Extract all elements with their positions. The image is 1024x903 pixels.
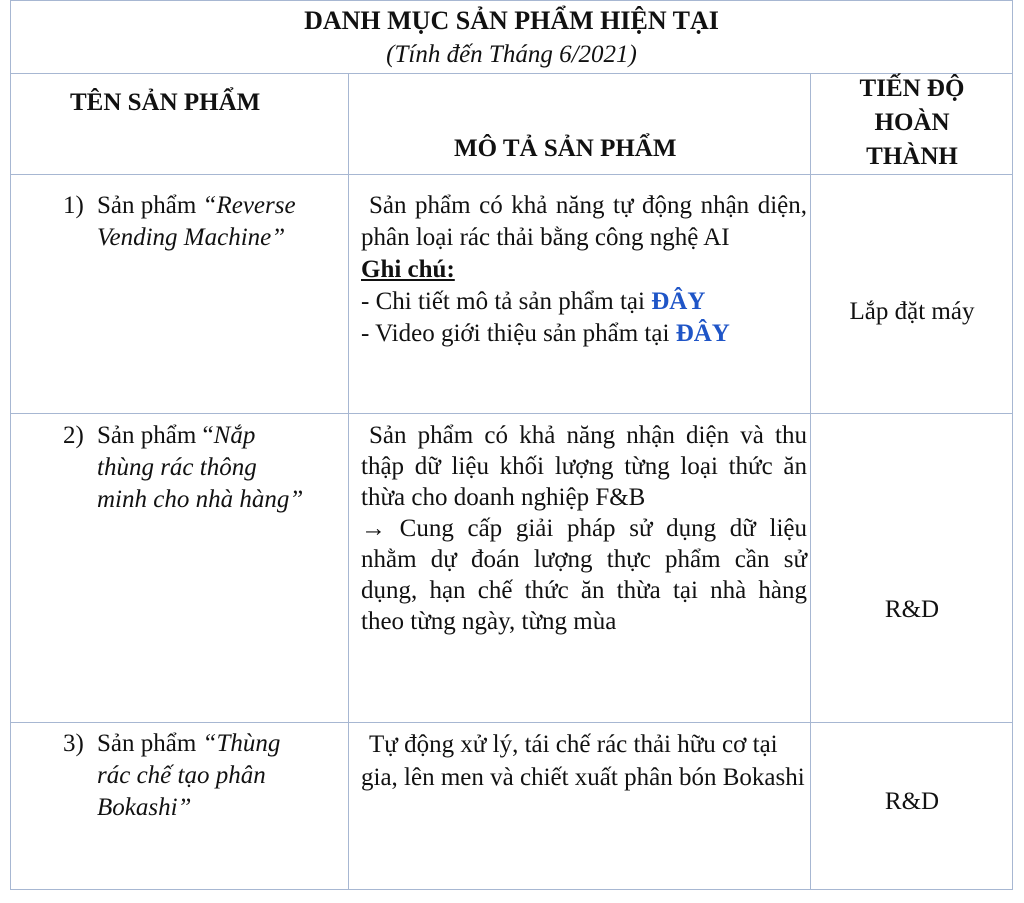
- column-divider-2: [810, 73, 811, 890]
- header-progress-line2: HOÀN: [874, 109, 950, 136]
- product-2-name-line1: Nắp: [213, 422, 256, 449]
- product-3-name-line1: “Thùng: [202, 730, 281, 757]
- product-2-name-line3: minh cho nhà hàng”: [97, 486, 304, 513]
- product-video-link[interactable]: ĐÂY: [675, 320, 730, 347]
- product-1-description-cell: [361, 190, 807, 350]
- row-divider-header: [10, 174, 1013, 175]
- column-divider-1: [348, 73, 349, 890]
- product-2-description-cell: [361, 420, 807, 637]
- product-1-note-2: [361, 318, 807, 350]
- product-1-description: Sản phẩm có khả năng tự động nhận diện, phân loại rác thải bằng công nghệ AI: [361, 192, 807, 251]
- row-divider-1: [10, 413, 1013, 414]
- table-title: DANH MỤC SẢN PHẨM HIỆN TẠI: [304, 6, 719, 35]
- header-progress-line1: TIẾN ĐỘ: [859, 75, 965, 102]
- product-3-prefix: Sản phẩm: [97, 730, 203, 757]
- header-product-name: TÊN SẢN PHẨM: [70, 89, 261, 116]
- table-border-left: [10, 0, 11, 890]
- header-progress: [811, 72, 1013, 174]
- product-2-prefix: Sản phẩm “: [97, 422, 214, 449]
- header-product-description: MÔ TẢ SẢN PHẨM: [454, 135, 677, 162]
- product-1-note-2-text: - Video giới thiệu sản phẩm tại: [361, 320, 676, 347]
- product-2-name: [97, 420, 347, 516]
- product-2-description: Sản phẩm có khả năng nhận diện và thu thập dữ liệu khối lượng từng loại thức ăn thừa cho doanh nghiệp F&B: [361, 422, 807, 511]
- product-1-prefix: Sản phẩm: [97, 192, 203, 219]
- product-2-status: R&D: [884, 596, 940, 623]
- product-1-number: 1): [63, 192, 84, 219]
- product-3-name-line3: Bokashi”: [97, 794, 192, 821]
- product-1-note-1: [361, 286, 807, 318]
- product-1-name-line2: Vending Machine”: [97, 224, 286, 251]
- product-3-description-cell: [361, 728, 807, 794]
- product-3-name-line2: rác chế tạo phân: [97, 762, 266, 789]
- row-divider-2: [10, 722, 1013, 723]
- product-3-number: 3): [63, 730, 84, 757]
- product-3-description: Tự động xử lý, tái chế rác thải hữu cơ tại gia, lên men và chiết xuất phân bón Bokashi: [361, 731, 805, 791]
- product-1-note-1-text: - Chi tiết mô tả sản phẩm tại: [361, 288, 652, 315]
- product-3-name: [97, 728, 347, 824]
- product-3-status: R&D: [884, 788, 940, 815]
- table-subtitle: (Tính đến Tháng 6/2021): [386, 41, 637, 68]
- product-1-status: Lắp đặt máy: [849, 298, 975, 325]
- table-border-top: [10, 0, 1013, 1]
- product-2-name-line2: thùng rác thông: [97, 454, 257, 481]
- product-details-link[interactable]: ĐÂY: [651, 288, 706, 315]
- product-1-name: [97, 190, 347, 254]
- product-table: [10, 0, 1013, 890]
- product-2-description-2: → Cung cấp giải pháp sử dụng dữ liệu nhằm dự đoán lượng thực phẩm cần sử dụng, hạn chế thức ăn thừa tại nhà hàng theo từng ngày, từng mùa: [361, 515, 807, 635]
- product-2-number: 2): [63, 422, 84, 449]
- table-border-bottom: [10, 889, 1013, 890]
- product-1-note-label: Ghi chú:: [361, 256, 455, 283]
- product-1-name-line1: “Reverse: [202, 192, 296, 219]
- header-progress-line3: THÀNH: [866, 143, 958, 170]
